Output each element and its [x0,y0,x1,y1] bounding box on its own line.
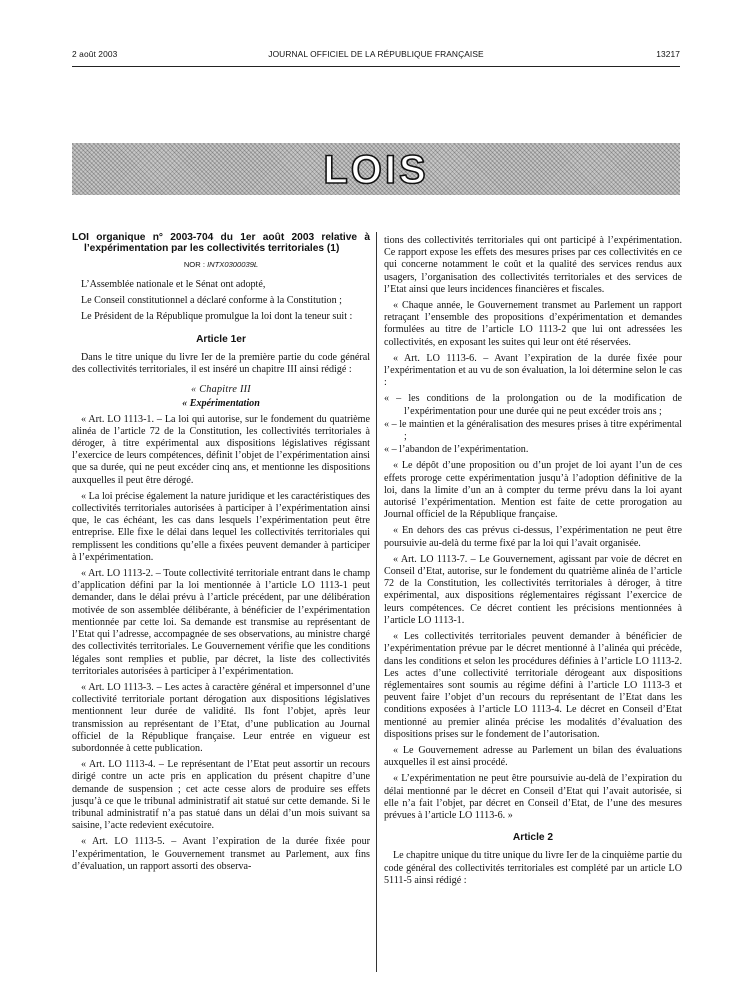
article-1-intro: Dans le titre unique du livre Ier de la première partie du code général des collectivités territoriales, il est inséré un chapitre III ainsi rédigé : [72,351,370,376]
nor-label: NOR : [183,259,205,269]
article-paragraph: « L’expérimentation ne peut être poursuivie au-delà de l’expiration du délai mentionné par le décret en Conseil d’Etat qui l’avait autorisée, si elle n’a fait l’objet, par décret en Conseil d’Etat, de l’une des mesures prévues à l’article LO 1113-6. » [384,773,682,821]
article-paragraph: tions des collectivités territoriales qui ont participé à l’expérimentation. Ce rapport expose les effets des mesures prises par ces collectivités en ce qui concerne notamment le coût et la qualité des services rendus aux usagers, l’organisation des collectivités territoriales et des services de l’Etat ainsi que leurs incidences financières et fiscales. [384,235,682,295]
article-2-text: Le chapitre unique du titre unique du livre Ier de la cinquième partie du code général des collectivités territoriales est complété par un article LO 5111-5 ainsi rédigé : [384,850,682,886]
header-journal-title: JOURNAL OFFICIEL DE LA RÉPUBLIQUE FRANÇAISE [268,49,484,59]
article-paragraph: « Chaque année, le Gouvernement transmet au Parlement un rapport retraçant l’ensemble des propositions d’expérimentation et demandes formulées au titre de l’article LO 1113-2 que lui ont adressées les collectivités, en exposant les suites qui leur ont été réservées. [384,300,682,348]
article-paragraph: « Art. LO 1113-6. – Avant l’expiration de la durée fixée pour l’expérimentation et au vu de son évaluation, la loi détermine selon le cas : [384,352,682,389]
article-1-heading: Article 1er [196,333,246,345]
intro-paragraph: L’Assemblée nationale et le Sénat ont adopté, [81,279,266,291]
law-title: LOI organique n° 2003-704 du 1er août 2003 relative à l’expérimentation par les collectivités territoriales (1) [72,232,370,255]
intro-paragraph: Le Président de la République promulgue la loi dont la teneur suit : [81,311,353,323]
list-item: « – les conditions de la prolongation ou de la modification de l’expérimentation pour une durée qui ne peut excéder trois ans ; [384,393,682,417]
article-paragraph: « Les collectivités territoriales peuvent demander à bénéficier de l’expérimentation prévue par le décret mentionné à l’alinéa qui précède, dans les conditions et selon les procédures définies à l’article LO 1113-2. Les actes d’une collectivité territoriale dérogeant aux dispositions réglementaires sont soumis au régime défini à l’article LO 1113-3 et peuvent faire l’objet d’un recours du représentant de l’Etat dans les conditions exposées à l’article LO 1113-4. Le décret en Conseil d’Etat mentionné au premier alinéa précise les modalités d’évaluation des dispositions prises sur le fondement de l’autorisation. [384,631,682,740]
intro-paragraph: Le Conseil constitutionnel a déclaré conforme à la Constitution ; [81,295,342,307]
cases-list [384,393,682,456]
header-rule [72,66,680,67]
right-column [384,232,682,891]
banner-title: LOIS [323,148,429,192]
header-date: 2 août 2003 [72,49,118,59]
running-header [72,49,680,65]
article-paragraph: « Art. LO 1113-2. – Toute collectivité territoriale entrant dans le champ d’application défini par la loi mentionnée à l’article LO 1113-1 peut demander, dans le délai prévu à l’article précédent, par une délibération motivée de son assemblée délibérante, à bénéficier de l’expérimentation mentionnée par cette loi. Sa demande est transmise au représentant de l’Etat qui l’adresse, accompagnée de ses observations, au ministre chargé des collectivités territoriales. Le Gouvernement vérifie que les conditions légales sont remplies et publie, par décret, la liste des collectivités territoriales autorisées à participer à l’expérimentation. [72,568,370,677]
nor-code: INTX0300039L [207,259,259,269]
article-paragraph: « En dehors des cas prévus ci-dessus, l’expérimentation ne peut être poursuivie au-delà du terme fixé par la loi qui l’avait organisée. [384,525,682,549]
chapter-heading: « Chapitre III [191,384,251,396]
article-paragraph: « Art. LO 1113-5. – Avant l’expiration de la durée fixée pour l’expérimentation, le Gouvernement transmet au Parlement, aux fins d’évaluation, un rapport assorti des observa- [72,836,370,872]
header-page-number: 13217 [656,49,680,59]
left-column [72,232,370,877]
list-item: « – l’abandon de l’expérimentation. [384,444,529,456]
column-divider [376,232,377,972]
chapter-title: « Expérimentation [182,398,260,410]
article-paragraph: « Le dépôt d’une proposition ou d’un projet de loi ayant l’un de ces effets proroge cette expérimentation jusqu’à l’adoption définitive de la loi, dans la limite d’un an à compter du terme prévu dans la loi ayant autorisé l’expérimentation. Mention est faite de cette prorogation au Journal officiel de la République française. [384,460,682,521]
article-paragraph: « Art. LO 1113-3. – Les actes à caractère général et impersonnel d’une collectivité territoriale portant dérogation aux dispositions législatives mentionnent leur durée de validité. Ils font l’objet, après leur transmission au représentant de l’Etat, d’une publication au Journal officiel de la République française. Leur entrée en vigueur est subordonnée à cette publication. [72,681,370,754]
section-banner [72,143,680,195]
article-2-heading: Article 2 [512,832,554,844]
nor-reference [72,259,370,271]
article-paragraph: « Art. LO 1113-4. – Le représentant de l’Etat peut assortir un recours dirigé contre un acte pris en application du présent chapitre d’une demande de suspension ; cet acte cesse alors de produire ses effets jusqu’à ce que le tribunal administratif ait statué sur cette demande. Si le tribunal administratif n’a pas statué dans un délai d’un mois suivant sa saisine, l’acte redevient exécutoire. [72,759,370,832]
article-paragraph: « Art. LO 1113-7. – Le Gouvernement, agissant par voie de décret en Conseil d’Etat, autorise, sur le fondement du quatrième alinéa de l’article 72 de la Constitution, les collectivités territoriales à déroger, à titre expérimental, aux dispositions réglementaires régissant l’exercice de leurs compétences. Ce décret contient les précisions mentionnées à l’article LO 1113-1. [384,553,682,626]
article-paragraph: « Art. LO 1113-1. – La loi qui autorise, sur le fondement du quatrième alinéa de l’article 72 de la Constitution, les collectivités territoriales à déroger, à titre expérimental aux dispositions législatives régissant l’exercice de leurs compétences, définit l’objet de l’expérimentation ainsi que sa durée, qui ne peut excéder cinq ans, et mentionne les dispositions auxquelles il peut être dérogé. [72,413,370,486]
article-paragraph: « La loi précise également la nature juridique et les caractéristiques des collectivités territoriales autorisées à participer à l’expérimentation ainsi que, le cas échéant, les cas dans lesquels l’expérimentation peut être entreprise. Elle fixe le délai dans lequel les collectivités territoriales qui remplissent les conditions qu’elle a fixées peuvent demander à participer à l’expérimentation. [72,490,370,563]
article-paragraph: « Le Gouvernement adresse au Parlement un bilan des évaluations auxquelles il est ainsi procédé. [384,744,682,769]
list-item: « – le maintien et la généralisation des mesures prises à titre expérimental ; [384,418,682,443]
